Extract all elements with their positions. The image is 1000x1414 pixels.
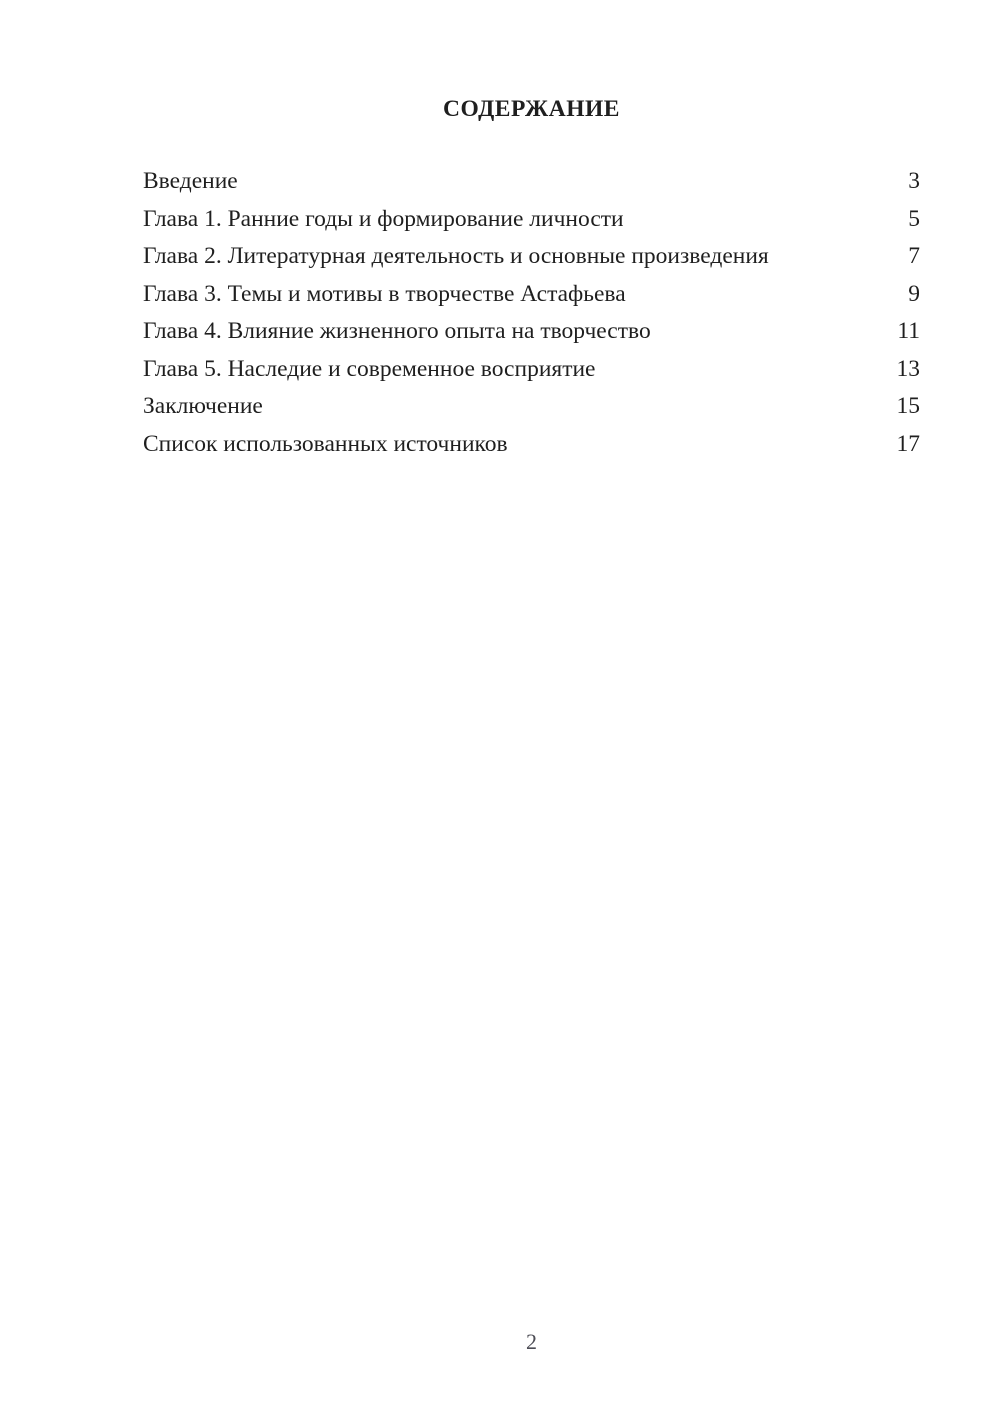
toc-entry-title: Глава 3. Темы и мотивы в творчестве Астафьева: [143, 280, 626, 307]
toc-entry-title: Глава 5. Наследие и современное восприятие: [143, 355, 596, 382]
toc-entry-page-number: 13: [896, 355, 920, 382]
toc-entry-page-number: 11: [897, 318, 920, 344]
toc-entry-page-number: 7: [908, 243, 920, 269]
table-of-contents: [143, 163, 920, 463]
toc-entry-page-number: 9: [908, 280, 920, 307]
toc-entry-title: Глава 1. Ранние годы и формирование личности: [143, 205, 624, 232]
page-title: СОДЕРЖАНИЕ: [443, 96, 620, 122]
footer-page-number: 2: [526, 1329, 537, 1354]
toc-entry-title: Глава 4. Влияние жизненного опыта на творчество: [143, 318, 651, 344]
toc-entry-page-number: 5: [908, 205, 920, 232]
toc-entry: [143, 163, 920, 201]
toc-entry-title: Глава 2. Литературная деятельность и основные произведения: [143, 243, 769, 269]
toc-entry-page-number: 3: [908, 168, 920, 194]
toc-entry-page-number: 15: [896, 393, 920, 419]
toc-entry: [143, 313, 920, 351]
toc-entry: [143, 388, 920, 426]
toc-entry: [143, 238, 920, 276]
toc-entry-page-number: 17: [896, 430, 920, 457]
toc-entry: [143, 201, 920, 239]
toc-entry-title: Введение: [143, 168, 238, 194]
toc-entry: [143, 426, 920, 464]
toc-entry: [143, 351, 920, 389]
toc-entry: [143, 276, 920, 314]
toc-entry-title: Заключение: [143, 393, 263, 419]
toc-entry-title: Список использованных источников: [143, 430, 508, 457]
